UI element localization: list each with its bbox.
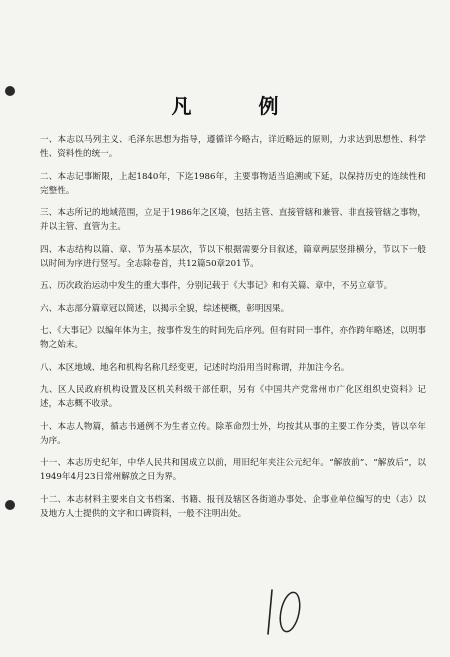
handwritten-page-number xyxy=(262,582,322,642)
rule-paragraph: 八、本区地域、地名和机构名称几经变更，记述时均沿用当时称谓，并加注今名。 xyxy=(40,362,350,373)
punch-hole xyxy=(5,500,15,510)
rule-paragraph: 十、本志人物篇，循志书通例不为生者立传。除革命烈士外，均按其从事的主要工作分类，皆以卒年为序。 xyxy=(40,421,426,446)
rule-paragraph: 九、区人民政府机构设置及区机关科级干部任职，另有《中国共产党常州市广化区组织史资料》记述，本志概不收录。 xyxy=(40,385,426,409)
rule-paragraph: 三、本志所记的地域范围，立足于1986年之区境，包括主管、直接管辖和兼管、非直接管辖之事物，并以主管、直管为主。 xyxy=(40,208,426,232)
rule-paragraph: 一、本志以马列主义、毛泽东思想为指导，遵循详今略古，详近略远的原则，力求达到思想性、科学性、资料性的统一。 xyxy=(40,135,426,159)
svg-text:10: 10 xyxy=(262,582,264,583)
rule-paragraph: 四、本志结构以篇、章、节为基本层次，节以下根据需要分目叙述，篇章两层竖排横分，节以下一般以时间为序进行竖写。全志除卷首，共12篇50章201节。 xyxy=(40,244,426,269)
body-text xyxy=(40,133,426,529)
page-title: 凡 例 xyxy=(171,94,309,118)
rule-paragraph: 十二、本志材料主要来自文书档案、书籍、报刊及辖区各街道办事处、企事业单位编写的史（志）以及地方人士提供的文字和口碑资料，一般不注明出处。 xyxy=(40,494,426,519)
rule-paragraph: 六、本志部分篇章冠以简述，以揭示全貌，综述梗概，彰明因果。 xyxy=(40,303,290,314)
rule-paragraph: 十一、本志历史纪年，中华人民共和国成立以前，用旧纪年夹注公元纪年。“解放前”、“解放后”，以1949年4月23日常州解放之日为界。 xyxy=(40,458,426,482)
rule-paragraph: 二、本志记事断限，上起1840年，下迄1986年，主要事物适当追溯或下延，以保持历史的连续性和完整性。 xyxy=(40,171,426,196)
rule-paragraph: 七、《大事记》以编年体为主，按事件发生的时间先后序列。但有时同一事件，亦作跨年略述，以明事物之始末。 xyxy=(40,326,426,350)
rule-paragraph: 五、历次政治运动中发生的重大事件，分别记载于《大事记》和有关篇、章中，不另立章节。 xyxy=(40,281,393,291)
